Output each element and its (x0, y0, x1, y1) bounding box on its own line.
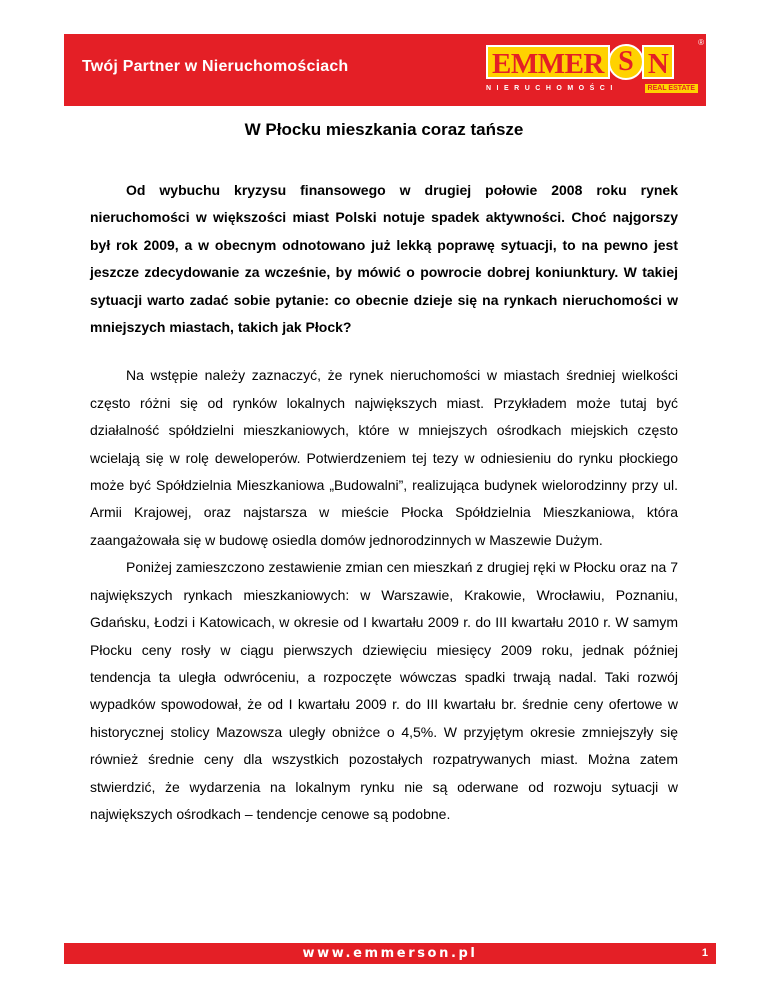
logo-sub-left: NIERUCHOMOŚCI (486, 84, 618, 92)
logo-word-left: EMMER (486, 45, 610, 79)
article-paragraph-2: Poniżej zamieszczono zestawienie zmian cen mieszkań z drugiej ręki w Płocku oraz na 7 największych rynkach mieszkaniowych: w Warszawie, Krakowie, Wrocławiu, Poznaniu, Gdańsku, Łodzi i Katowicach, w okresie od I kwartału 2009 r. do III kwartału 2010 r. W samym Płocku ceny rosły w ciągu pierwszych dziewięciu miesięcy 2009 roku, jednak później tendencja ta uległa odwróceniu, a rozpoczęte wówczas spadki trwają nadal. Taki rozwój wypadków spowodował, że od I kwartału 2009 r. do III kwartału br. średnie ceny ofertowe w historycznej stolicy Mazowsza uległy obniżce o 4,5%. W przyjętym okresie zmniejszyły się również średnie ceny dla wszystkich pozostałych rozpatrywanych miast. Można zatem stwierdzić, że wydarzenia na lokalnym rynku nie są oderwane od rozwoju sytuacji w największych ośrodkach – tendencje cenowe są podobne. (90, 559, 678, 822)
footer-bar (64, 943, 716, 964)
header-bar (64, 34, 706, 106)
article-lead: Od wybuchu kryzysu finansowego w drugiej połowie 2008 roku rynek nieruchomości w większości miast Polski notuje spadek aktywności. Choć najgorszy był rok 2009, a w obecnym odnotowano już lekką poprawę sytuacji, to na pewno jest jeszcze zdecydowanie za wcześnie, by mówić o powrocie dobrej koniunktury. W takiej sytuacji warto zadać sobie pytanie: co obecnie dzieje się na rynkach nieruchomości w mniejszych miastach, takich jak Płock? (90, 182, 678, 336)
registered-mark: ® (698, 38, 704, 47)
footer-url-link[interactable]: www.emmerson.pl (302, 946, 478, 961)
article-paragraph-1: Na wstępie należy zaznaczyć, że rynek nieruchomości w miastach średniej wielkości często różni się od rynków lokalnych największych miast. Przykładem może tutaj być działalność spółdzielni mieszkaniowych, które w mniejszych ośrodkach miejskich często wcielają się w rolę deweloperów. Potwierdzeniem tej tezy w odniesieniu do rynku płockiego może być Spółdzielnia Mieszkaniowa „Budowalni”, realizująca budynek wielorodzinny przy ul. Armii Krajowej, oraz najstarsza w mieście Płocka Spółdzielnia Mieszkaniowa, która zaangażowała się w budowę osiedla domów jednorodzinnych w Maszewie Dużym. (90, 367, 678, 548)
page-number: 1 (701, 947, 708, 959)
logo-sub-right: REAL ESTATE (645, 84, 698, 93)
logo-wordmark (486, 38, 704, 80)
article-body (90, 177, 678, 828)
logo-subline (486, 82, 698, 94)
logo-word-right: N (642, 45, 674, 79)
header-tagline: Twój Partner w Nieruchomościach (82, 58, 349, 75)
logo-o-circle: S (608, 44, 644, 80)
article-title: W Płocku mieszkania coraz tańsze (244, 120, 524, 139)
emmerson-logo[interactable] (486, 38, 704, 98)
